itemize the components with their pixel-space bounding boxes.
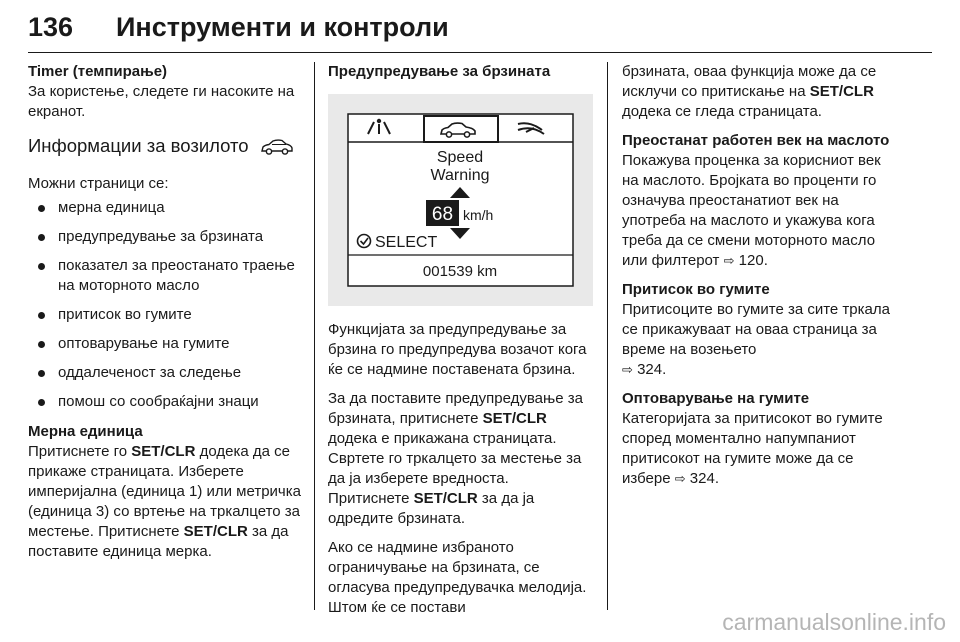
speed-warning-p2: [328, 389, 593, 529]
watermark: carmanualsonline.info: [722, 609, 946, 635]
list-item: притисок во гумите: [28, 305, 302, 325]
text-run: Покажува проценка за корисниот век на маслото. Бројката во проценти го означува преостанатиот век на употреба на маслото и укажува кога треба да се смени моторното масло или филтерот: [622, 152, 881, 269]
tire-pressure-heading: Притисок во гумите: [622, 281, 770, 298]
text-run: Притисоците во гумите за сите тркала се прикажуваат на оваа страница за време на возењето: [622, 301, 890, 358]
speed-warning-p1: Функцијата за предупредување за брзина го предупредува возачот кога ќе се надмине поставената брзина.: [328, 321, 587, 378]
page-ref: 120.: [738, 252, 768, 269]
text-run: додека да се прикаже страницата. Изберете империјална (единица 1) или метричка (единица 3) со вртење на тркалцето за местење. Притиснете: [28, 443, 301, 540]
arrow-ref-icon: ⇨: [723, 253, 735, 268]
display-illustration: [328, 94, 593, 306]
page-ref: 324.: [637, 361, 667, 378]
text-run: за да поставите единица мерка.: [28, 523, 289, 560]
text-run: брзината, оваа функција може да се исклучи со притискање на: [622, 63, 877, 100]
list-item: мерна единица: [28, 198, 302, 218]
pages-intro: Можни страници се:: [28, 175, 169, 192]
pages-list: [28, 198, 302, 412]
section-heading-vehicle-info: [28, 134, 302, 162]
car-icon: [260, 138, 294, 162]
text-run: За да поставите предупредување за брзината, притиснете: [328, 390, 583, 427]
section-heading-text: Информации за возилото: [28, 135, 249, 156]
page-header: [28, 12, 932, 56]
tire-load-text: [622, 409, 892, 489]
text-run: Категоријата за притисокот во гумите според моментално напумпаниот притисокот на гумите може да се избере: [622, 410, 883, 487]
arrow-ref-icon: ⇨: [622, 362, 633, 377]
speed-warning-p3: Ако се надмине избраното ограничување на брзината, се огласува предупредувачка мелодија. Штом ќе се постави: [328, 539, 587, 616]
list-item: оддалеченост за следење: [28, 363, 302, 383]
tire-pressure-text: [622, 300, 892, 380]
unit-text: [28, 442, 302, 562]
set-clr-label: SET/CLR: [413, 490, 478, 507]
text-run: Притиснете го: [28, 443, 132, 460]
column-2: [328, 62, 593, 618]
column-3: [622, 62, 892, 489]
speed-unit: km/h: [463, 207, 494, 223]
arrow-ref-icon: ⇨: [674, 471, 686, 486]
speed-value: 68: [431, 204, 454, 225]
speed-warning-heading: Предупредување за брзината: [328, 63, 551, 80]
set-clr-label: SET/CLR: [482, 410, 547, 427]
timer-text: За користење, следете ги насоките на екранот.: [28, 83, 295, 120]
text-run: додека е прикажана страницата. Свртете го тркалцето за местење за да ја изберете вредноста. Притиснете: [328, 430, 582, 507]
header-rule: [28, 52, 932, 53]
list-item: оптоварување на гумите: [28, 334, 302, 354]
display-label-speed: Speed: [436, 149, 484, 166]
page-title: Инструменти и контроли: [116, 12, 449, 42]
oil-life-text: [622, 151, 892, 271]
column-1: [28, 62, 302, 562]
set-clr-label: SET/CLR: [809, 83, 874, 100]
speed-warning-cont: [622, 62, 892, 122]
list-item: помош со сообраќајни знаци: [28, 392, 302, 412]
unit-heading: Мерна единица: [28, 423, 143, 440]
text-run: за да ја одредите брзината.: [328, 490, 535, 527]
column-divider-2: [607, 62, 608, 610]
list-item: показател за преостанато траење на моторното масло: [28, 256, 302, 296]
display-label-warning: Warning: [430, 167, 490, 184]
set-clr-label: SET/CLR: [183, 523, 248, 540]
list-item: предупредување за брзината: [28, 227, 302, 247]
text-run: додека се гледа страницата.: [622, 103, 822, 120]
page-number: 136: [28, 12, 74, 42]
page-ref: 324.: [689, 470, 719, 487]
oil-life-heading: Преостанат работен век на маслото: [622, 132, 890, 149]
tire-load-heading: Оптоварување на гумите: [622, 390, 810, 407]
set-clr-label: SET/CLR: [131, 443, 196, 460]
display-select: SELECT: [375, 234, 438, 251]
column-divider-1: [314, 62, 315, 610]
display-odometer: 001539 km: [422, 263, 498, 280]
timer-heading: Timer (темпирање): [28, 63, 168, 80]
